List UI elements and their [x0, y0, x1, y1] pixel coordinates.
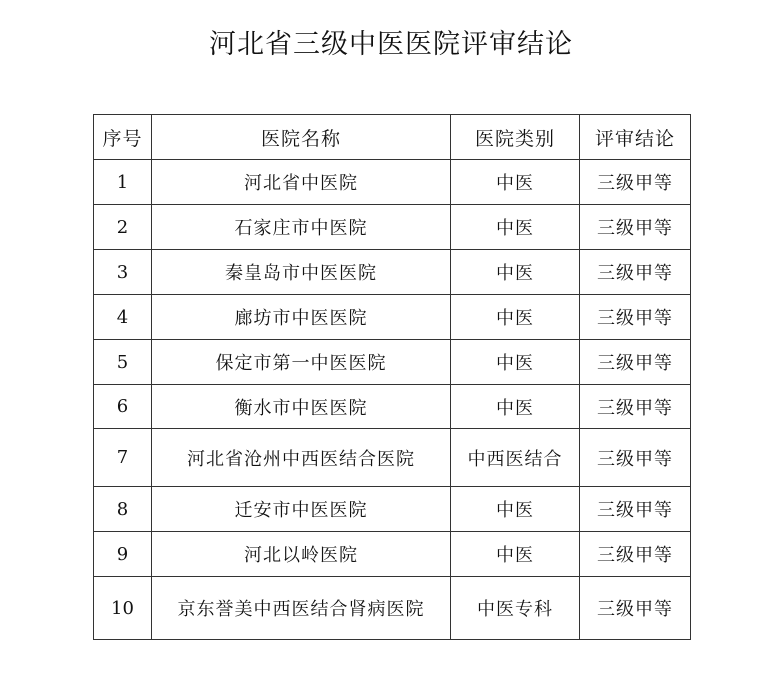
hospital-name-cell: 河北以岭医院	[152, 532, 451, 577]
hospital-name-cell: 保定市第一中医医院	[152, 340, 451, 385]
table-row	[94, 340, 691, 385]
header-hospital-name: 医院名称	[152, 115, 451, 160]
header-hospital-category: 医院类别	[451, 115, 580, 160]
hospital-category-cell: 中医专科	[451, 577, 580, 640]
review-result-cell: 三级甲等	[580, 295, 691, 340]
hospital-category-cell: 中医	[451, 205, 580, 250]
table-header-row	[94, 115, 691, 160]
hospital-category-cell: 中医	[451, 385, 580, 429]
hospital-name-cell: 衡水市中医医院	[152, 385, 451, 429]
page-title: 河北省三级中医医院评审结论	[209, 29, 573, 60]
table-row	[94, 487, 691, 532]
serial-number-cell: 3	[94, 250, 152, 295]
table-row	[94, 160, 691, 205]
hospital-name-cell: 廊坊市中医医院	[152, 295, 451, 340]
review-results-table	[93, 114, 691, 640]
table-row	[94, 250, 691, 295]
serial-number-cell: 4	[94, 295, 152, 340]
hospital-category-cell: 中医	[451, 487, 580, 532]
review-result-cell: 三级甲等	[580, 577, 691, 640]
review-result-cell: 三级甲等	[580, 340, 691, 385]
review-result-cell: 三级甲等	[580, 429, 691, 487]
serial-number-cell: 8	[94, 487, 152, 532]
review-result-cell: 三级甲等	[580, 250, 691, 295]
hospital-category-cell: 中医	[451, 340, 580, 385]
serial-number-cell: 10	[94, 577, 152, 640]
serial-number-cell: 5	[94, 340, 152, 385]
hospital-category-cell: 中西医结合	[451, 429, 580, 487]
table-row	[94, 295, 691, 340]
serial-number-cell: 2	[94, 205, 152, 250]
hospital-category-cell: 中医	[451, 250, 580, 295]
header-serial-number: 序号	[94, 115, 152, 160]
review-result-cell: 三级甲等	[580, 532, 691, 577]
hospital-category-cell: 中医	[451, 160, 580, 205]
hospital-name-cell: 京东誉美中西医结合肾病医院	[152, 577, 451, 640]
serial-number-cell: 9	[94, 532, 152, 577]
review-result-cell: 三级甲等	[580, 487, 691, 532]
hospital-category-cell: 中医	[451, 532, 580, 577]
header-review-result: 评审结论	[580, 115, 691, 160]
review-result-cell: 三级甲等	[580, 205, 691, 250]
hospital-name-cell: 石家庄市中医院	[152, 205, 451, 250]
serial-number-cell: 7	[94, 429, 152, 487]
hospital-name-cell: 秦皇岛市中医医院	[152, 250, 451, 295]
table-row	[94, 385, 691, 429]
serial-number-cell: 1	[94, 160, 152, 205]
review-result-cell: 三级甲等	[580, 385, 691, 429]
serial-number-cell: 6	[94, 385, 152, 429]
table-row	[94, 577, 691, 640]
table-row	[94, 205, 691, 250]
table-row	[94, 532, 691, 577]
table-row	[94, 429, 691, 487]
hospital-name-cell: 河北省沧州中西医结合医院	[152, 429, 451, 487]
hospital-name-cell: 迁安市中医医院	[152, 487, 451, 532]
review-result-cell: 三级甲等	[580, 160, 691, 205]
hospital-name-cell: 河北省中医院	[152, 160, 451, 205]
hospital-category-cell: 中医	[451, 295, 580, 340]
